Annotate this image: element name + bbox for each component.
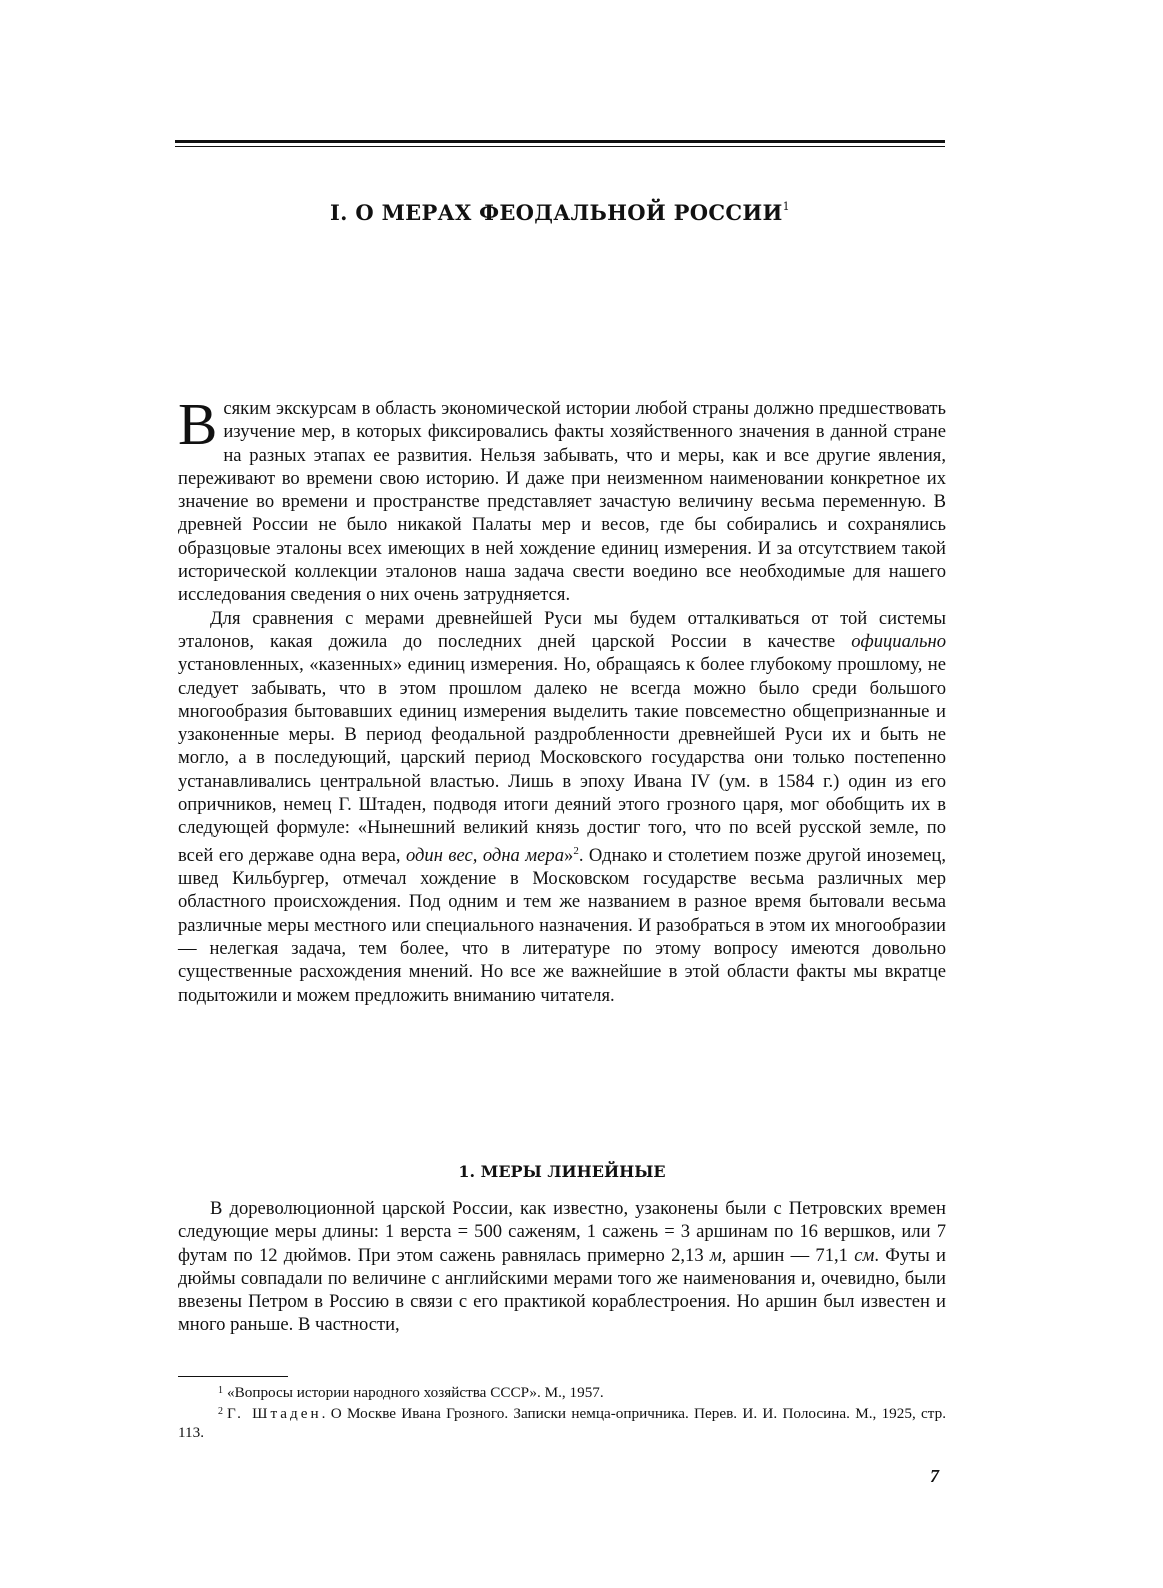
section-paragraph-1-part-c: . Футы и дюймы совпадали по величине с английскими мерами того же наименования и, очевидно, были ввезены Петром в Россию в связи с его практикой кораблестроения. Но аршин был известен и много раньше. В частности, bbox=[178, 1244, 946, 1336]
intro-paragraph-2-part-d: . Однако и столетием позже другой иноземец, швед Кильбургер, отмечал хождение в Московском государстве весьма различных мер областного происхождения. Под одним и тем же названием в разное время бытовали весьма различные меры местного или специального назначения. И разобраться в этом их многообразии — нелегкая задача, тем более, что в литературе по этому вопросу имеются довольно существенные расхождения мнений. Но все же важнейшие в этой области факты мы вкратце подытожили и можем предложить вниманию читателя. bbox=[178, 844, 946, 1006]
intro-paragraph-2-part-b: установленных, «казенных» единиц измерения. Но, обращаясь к более глубокому прошлому, не следует забывать, что в этом прошлом далеко не всегда можно было среди большого многообразия бытовавших единиц измерения выделить такие повсеместно общепризнанные и узаконенные меры. В период феодальной раздробленности древнейшей Руси их и быть не могло, а в последующий, царский период Московского государства они только постепенно устанавливались центральной властью. Лишь в эпоху Ивана IV (ум. в 1584 г.) один из его опричников, немец Г. Штаден, подводя итоги деяний этого грозного царя, мог обобщить их в следующей формуле: «Нынешний великий князь достиг того, что по всей русской земле, по всей его державе одна вера, bbox=[178, 654, 946, 866]
section-paragraph-1-part-b: , аршин — 71,1 bbox=[721, 1244, 855, 1266]
footnote-2-text: . О Москве Ивана Грозного. Записки немца-опричника. Перев. И. И. Полосина. М., 1925, стр. 113. bbox=[178, 1405, 947, 1441]
footnote-1 bbox=[178, 1381, 946, 1402]
section-text bbox=[178, 1197, 946, 1337]
drop-cap: В bbox=[178, 391, 218, 457]
footnote-1-marker: 1 bbox=[218, 1385, 223, 1396]
header-rule-thin bbox=[175, 146, 945, 147]
footnotes bbox=[178, 1381, 946, 1442]
section-paragraph-1 bbox=[178, 1197, 946, 1337]
page-number: 7 bbox=[930, 1466, 939, 1486]
chapter-title bbox=[175, 200, 945, 225]
footnote-ref-2: 2 bbox=[573, 844, 579, 857]
intro-paragraph-2-italic: официально bbox=[851, 630, 946, 652]
footnote-2-marker: 2 bbox=[218, 1406, 223, 1417]
intro-paragraph-2-quote-close: » bbox=[564, 844, 574, 866]
intro-paragraph-1 bbox=[178, 391, 946, 607]
section-title: 1. МЕРЫ ЛИНЕЙНЫЕ bbox=[458, 1162, 666, 1181]
unit-meter: м bbox=[709, 1244, 722, 1266]
intro-paragraph-2 bbox=[178, 607, 946, 1007]
unit-centimeter: см bbox=[854, 1244, 875, 1266]
intro-paragraph-2-part-a: Для сравнения с мерами древнейшей Руси мы будем отталкиваться от той системы эталонов, какая дожила до последних дней царской России в качестве bbox=[178, 607, 946, 652]
footnote-1-text: «Вопросы истории народного хозяйства СССР». М., 1957. bbox=[227, 1384, 604, 1401]
intro-paragraph-1-text: сяким экскурсам в область экономической истории любой страны должно предшествовать изучение мер, в которых фиксировались факты хозяйственного значения в данной стране на разных этапах ее развития. Нельзя забывать, что и меры, как и все другие явления, переживают во времени свою историю. И даже при неизменном наименовании конкретное их значение во времени и пространстве представляет зачастую величину весьма переменную. В древней России не было никакой Палаты мер и весов, где бы собирались и сохранялись образцовые эталоны всех имеющих в ней хождение единиц измерения. И за отсутствием такой исторической коллекции эталонов наша задача свести воедино все необходимые для нашего исследования сведения о них очень затрудняется. bbox=[178, 398, 946, 606]
footnote-2 bbox=[178, 1402, 946, 1442]
footnote-rule bbox=[178, 1376, 288, 1377]
section-paragraph-1-part-a: В дореволюционной царской России, как известно, узаконены были с Петровских времен следующие меры длины: 1 верста = 500 саженям, 1 сажень = 3 аршинам по 16 вершков, или 7 футам по 12 дюймов. При этом сажень равнялась примерно 2,13 bbox=[178, 1198, 946, 1266]
header-rule-thick bbox=[175, 140, 945, 143]
intro-paragraph-2-quote-italic: один вес, одна мера bbox=[405, 844, 565, 866]
chapter-footnote-marker: 1 bbox=[782, 200, 790, 213]
chapter-title-text: I. О МЕРАХ ФЕОДАЛЬНОЙ РОССИИ bbox=[330, 200, 783, 225]
footnote-2-author: Г. Штаден bbox=[227, 1405, 322, 1422]
intro-text bbox=[178, 391, 946, 1007]
